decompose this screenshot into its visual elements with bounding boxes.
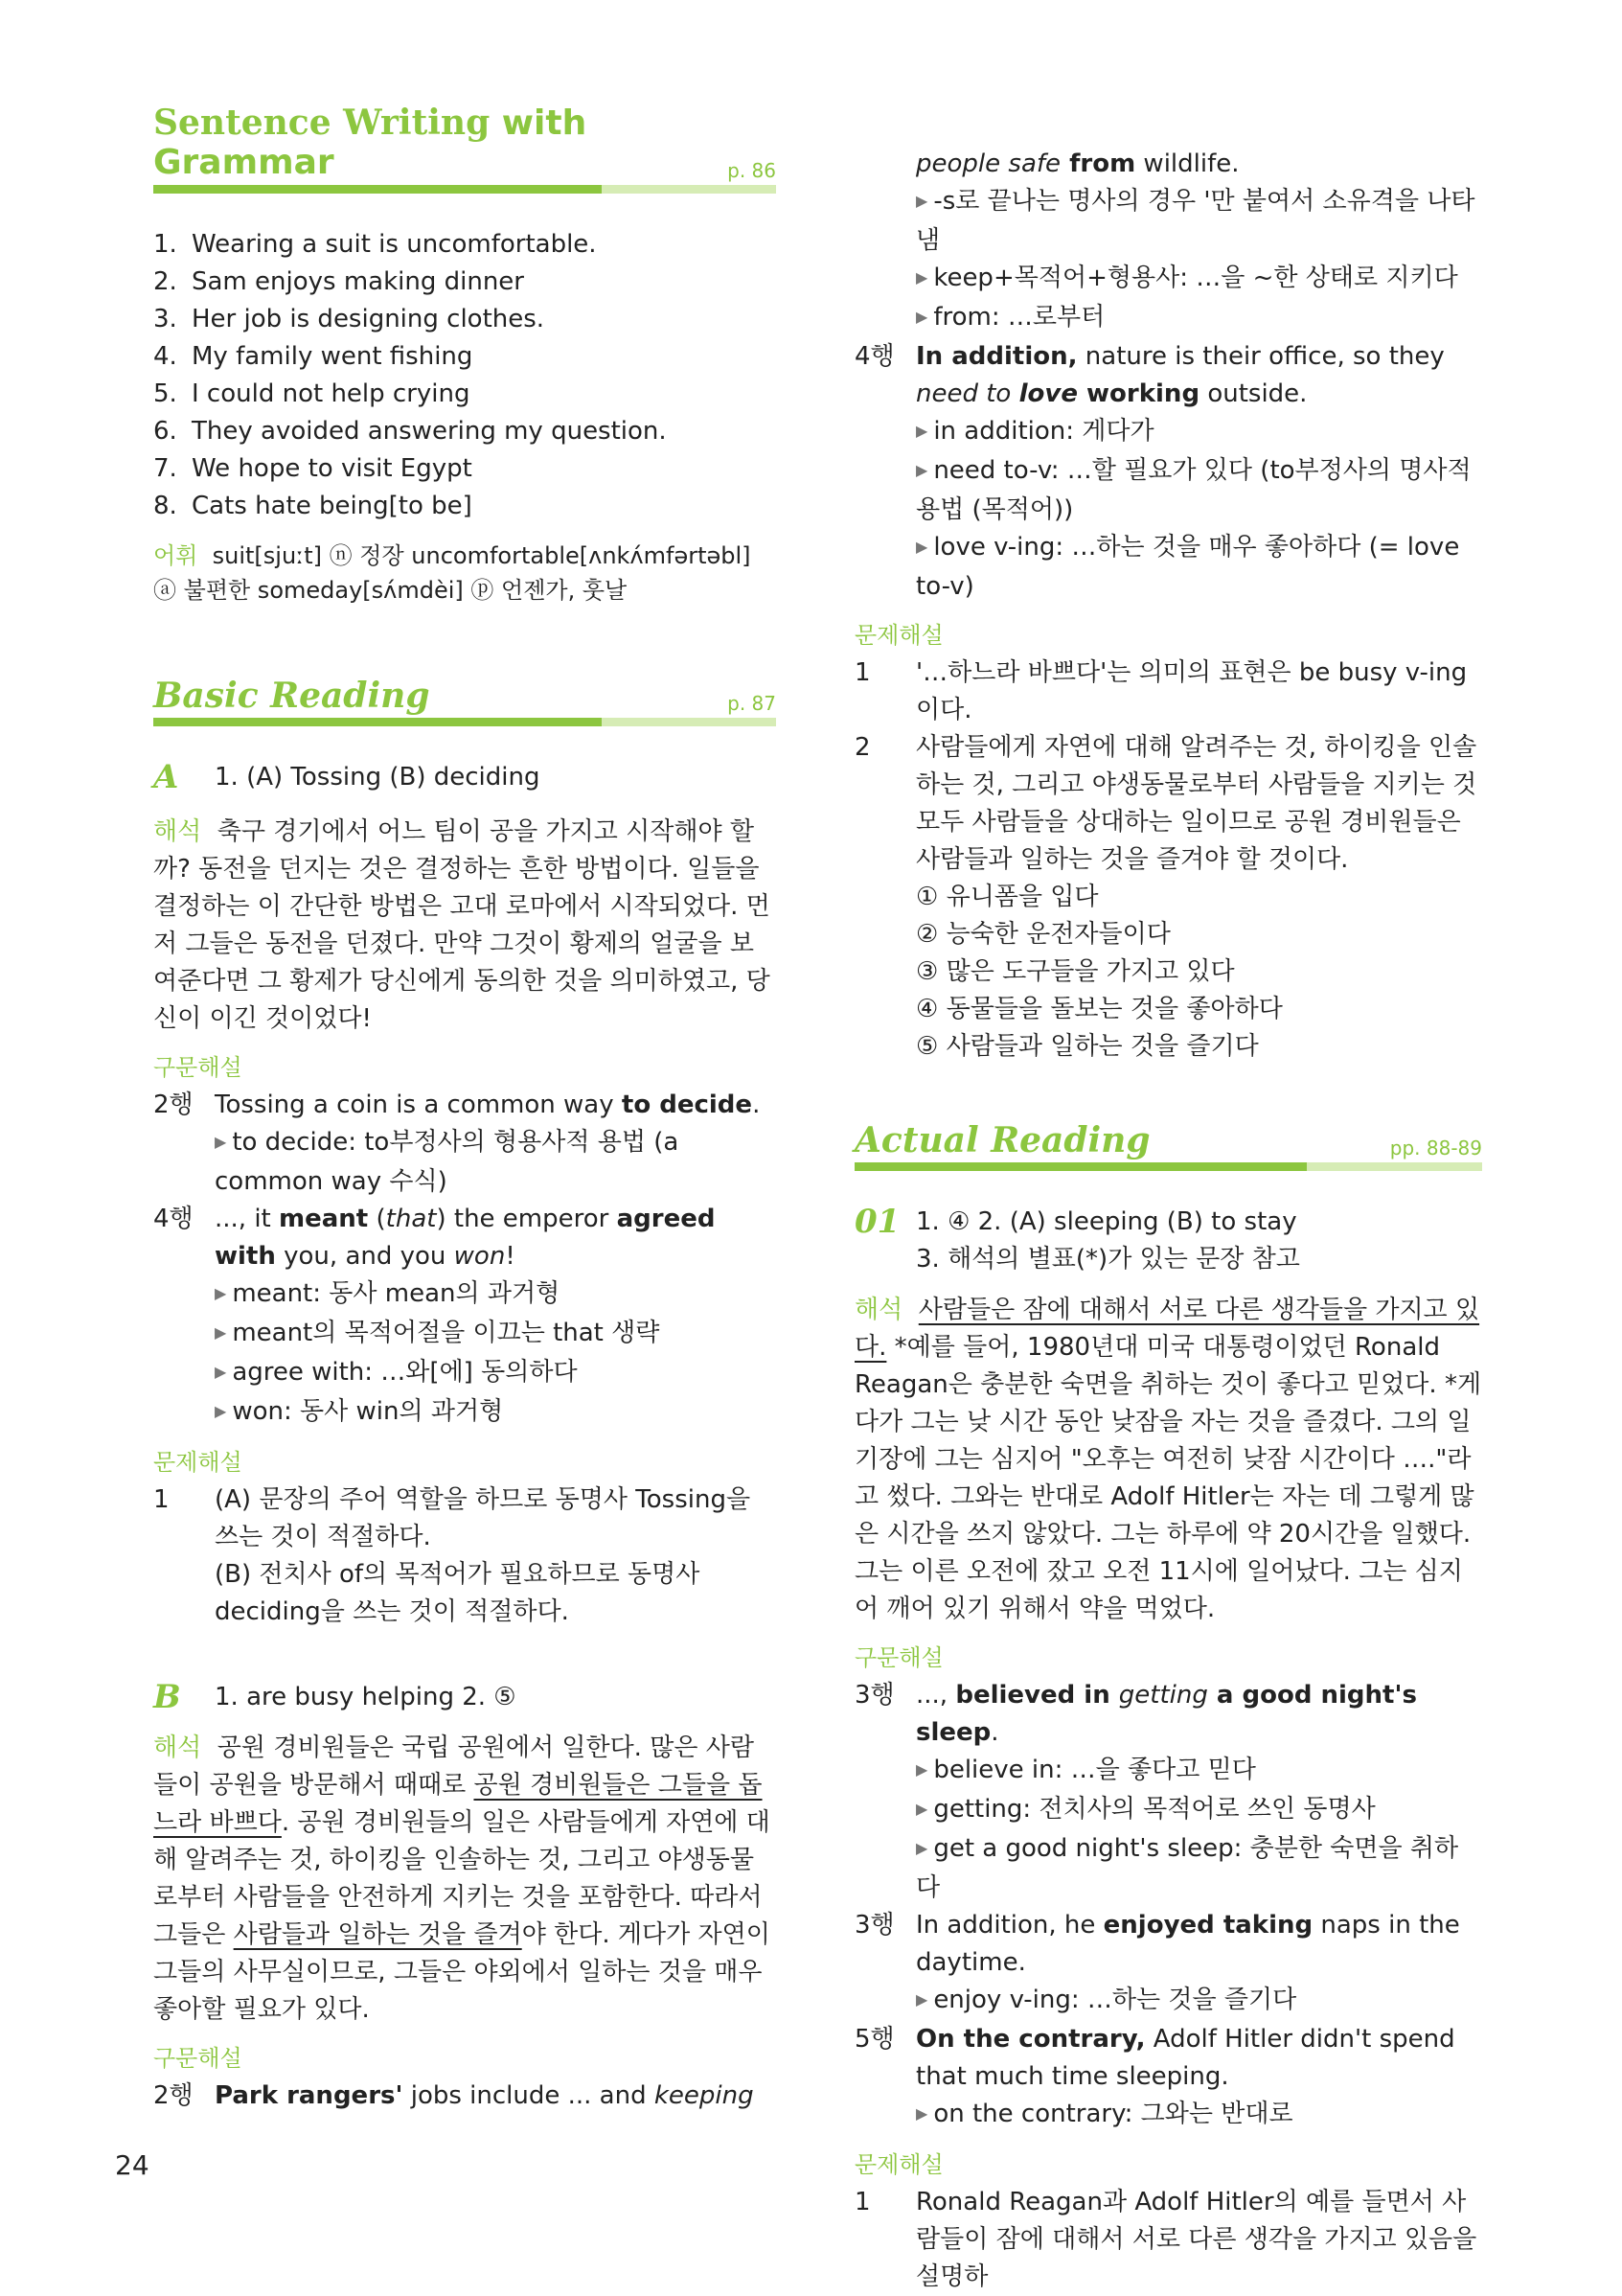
- item-number: 2.: [153, 267, 177, 296]
- item-text: Cats hate being[to be]: [192, 492, 472, 520]
- explanation-text: 사람들에게 자연에 대해 알려주는 것, 하이킹을 인솔하는 것, 그리고 야생동물로부터 사람들을 지키는 것 모두 사람들을 상대하는 일이므로 공원 경비원들은 사람들과 일하는 것을 즐겨야 할 것이다.: [916, 733, 1477, 874]
- list-item: [153, 376, 776, 413]
- explanation-text: (A) 문장의 주어 역할을 하므로 동명사 Tossing을 쓰는 것이 적절하다.: [215, 1485, 751, 1551]
- list-item: [153, 226, 776, 264]
- syntax-line: 5행 On the contrary, Adolf Hitler didn't spend that much time sleeping. ▶ on the contrary: 그와는 반대로: [855, 2021, 1482, 2135]
- right-column: people safe from wildlife. ▶ -s로 끝나는 명사의 경우 '만 붙여서 소유격을 나타냄 ▶ keep+목적어+형용사: …을 ~한 상태로 지키다 ▶ from: …로부터 4행 In addition, nature is their office, so they need to love working outside. ▶ in addition: 게다가 ▶ need to-v: …할 필요가 있다 (to부정사의 명사적 용법 (목적어)) ▶ love v-ing: …하는 것을 매우 좋아하다 (= love to-v) 문제해설 1 '…하느라 바쁘다'는 의미의 표현은 be busy v-ing이다. 2 사람들에게 자연에 대해 알려주는 것, 하이킹을 인솔하는 것, 그리고 야생동물로부터 사람들을 지키는 것 모두 사람들을 상대하는 일이므로 공원 경비원들은 사람들과 일하는 것을 즐겨야 할 것이다. ① 유니폼을 입다 ② 능숙한 운전자들이다 ③ 많은 도구들을 가지고 있다 ④ 동물들을 돌보는 것을 좋아하다 ⑤ 사람들과 일하는 것을 즐기다 Actual Reading pp. 88-89 01 1. ④ 2. (A) sleeping (B) to stay 3. 해석의 별표(*)가 있는 문장 참고 해석 사람들은 잠에 대해서 서로 다른 생각들을 가지고 있다. *예를 들어, 1980년대 미국 대통령이었던 Ronald Reagan은 충분한 숙면을 취하는 것이 좋다고 믿었다. *게다가 그는 낮 시간 동안 낮잠을 자는 것을 즐겼다. 그의 일기장에 그는 심지어 "오후는 여전히 낮잠 시간이다 …."라고 썼다. 그와는 반대로 Adolf Hitler는 자는 데 그렇게 많은 시간을 쓰지 않았다. 그는 하루에 약 20시간을 일했다. 그는 이른 오전에 잤고 오전 11시에 일어났다. 그는 심지어 깨어 있기 위해서 약을 먹었다. 구문해설 3행 ..., believed in getting a good night's sleep. ▶ believe in: …을 좋다고 믿다 ▶ getting: 전치사의 목적어로 쓰인 동명사 ▶ get a good night's sleep: 충분한 숙면을 취하다 3행 In addition, he enjoyed taking naps in the daytime. ▶ enjoy v-ing: …하는 것을 즐기다 5행 On the contrary, Adolf Hitler didn't spend that much time sleeping. ▶ on the contrary: 그와는 반대로 문제해설 1 Ronald Reagan과 Adolf Hitler의 예를 들면서 사람들이 잠에 대해서 서로 다른 생각을 가지고 있음을 설명하: [855, 146, 1482, 2296]
- explanation-text: (B) 전치사 of의 목적어가 필요하므로 동명사 deciding을 쓰는 것이 적절하다.: [215, 1560, 700, 1626]
- section-title: Basic Reading: [153, 676, 430, 716]
- line-number: 4행: [855, 342, 895, 371]
- section-divider: [855, 1162, 1482, 1171]
- list-item: [153, 338, 776, 376]
- problem-number: 2: [855, 733, 871, 762]
- section-title: Actual Reading: [855, 1120, 1151, 1160]
- vocab-label: 어휘: [153, 542, 198, 569]
- line-number: 3행: [855, 1911, 895, 1940]
- syntax-note: ▶ keep+목적어+형용사: …을 ~한 상태로 지키다: [916, 260, 1482, 299]
- syntax-line: 2행 Park rangers' jobs include ... and keeping: [153, 2078, 776, 2115]
- syntax-note: ▶ from: …로부터: [916, 299, 1482, 338]
- vocab-line: ⓐ 불편한 someday[sʌ́mdèi] ⓟ 언젠가, 훗날: [153, 577, 628, 604]
- problem-number: 1: [855, 2188, 871, 2216]
- syntax-line: 3행 In addition, he enjoyed taking naps in the daytime. ▶ enjoy v-ing: …하는 것을 즐기다: [855, 1907, 1482, 2021]
- syntax-note: ▶ in addition: 게다가: [916, 413, 1482, 452]
- syntax-note: ▶ -s로 끝나는 명사의 경우 '만 붙여서 소유격을 나타냄: [916, 183, 1482, 260]
- item-text: Her job is designing clothes.: [192, 305, 545, 333]
- exercise-letter: B: [153, 1678, 181, 1716]
- translation-01: 해석 사람들은 잠에 대해서 서로 다른 생각들을 가지고 있다. *예를 들어, 1980년대 미국 대통령이었던 Ronald Reagan은 충분한 숙면을 취하는 것이 좋다고 믿었다. *게다가 그는 낮 시간 동안 낮잠을 자는 것을 즐겼다. 그의 일기장에 그는 심지어 "오후는 여전히 낮잠 시간이다 …."라고 썼다. 그와는 반대로 Adolf Hitler는 자는 데 그렇게 많은 시간을 쓰지 않았다. 그는 하루에 약 20시간을 일했다. 그는 이른 오전에 잤고 오전 11시에 일어났다. 그는 심지어 깨어 있기 위해서 약을 먹었다.: [855, 1296, 1482, 1623]
- problem-explanation: [153, 1481, 776, 1631]
- syntax-note: ▶ meant: 동사 mean의 과거형: [215, 1275, 776, 1315]
- problem-label: 문제해설: [855, 622, 944, 649]
- line-number: 5행: [855, 2025, 895, 2054]
- translation-label: 해석: [855, 1296, 903, 1324]
- problem-label: 문제해설: [153, 1449, 242, 1476]
- section-divider: [153, 185, 776, 194]
- answer-text: 1. ④ 2. (A) sleeping (B) to stay: [916, 1207, 1297, 1236]
- translation-a: [153, 814, 776, 1038]
- option-item: ② 능숙한 운전자들이다: [916, 920, 1171, 949]
- item-text: We hope to visit Egypt: [192, 454, 472, 483]
- syntax-line: 4행 In addition, nature is their office, so they need to love working outside. ▶ in addition: 게다가 ▶ need to-v: …할 필요가 있다 (to부정사의 명사적 용법 (목적어)) ▶ love v-ing: …하는 것을 매우 좋아하다 (= love to-v): [855, 338, 1482, 606]
- syntax-note: ▶ enjoy v-ing: …하는 것을 즐기다: [916, 1982, 1482, 2021]
- translation-label: 해석: [153, 817, 202, 846]
- exercise-number: 01: [855, 1203, 901, 1241]
- item-text: Sam enjoys making dinner: [192, 267, 524, 296]
- syntax-line: 2행 Tossing a coin is a common way to decide. ▶ to decide: to부정사의 형용사적 용법 (a common way 수식): [153, 1087, 776, 1201]
- problem-explanation: [855, 2184, 1482, 2296]
- section-page-ref: pp. 88-89: [1389, 1137, 1482, 1159]
- exercise-letter: A: [153, 758, 179, 796]
- translation-b: 해석 공원 경비원들은 국립 공원에서 일한다. 많은 사람들이 공원을 방문해서 때때로 공원 경비원들은 그들을 돕느라 바쁘다. 공원 경비원들의 일은 사람들에게 자연에 대해 알려주는 것, 하이킹을 인솔하는 것, 그리고 야생동물로부터 사람들을 안전하게 지키는 것을 포함한다. 따라서 그들은 사람들과 일하는 것을 즐겨야 한다. 게다가 자연이 그들의 사무실이므로, 그들은 야외에서 일하는 것을 매우 좋아할 필요가 있다.: [153, 1733, 770, 2024]
- explanation-text: Ronald Reagan과 Adolf Hitler의 예를 들면서 사람들이 잠에 대해서 서로 다른 생각을 가지고 있음을 설명하: [916, 2188, 1477, 2291]
- item-text: My family went fishing: [192, 342, 473, 371]
- section-divider: [153, 718, 776, 726]
- option-item: ⑤ 사람들과 일하는 것을 즐기다: [916, 1032, 1259, 1061]
- syntax-note: ▶ to decide: to부정사의 형용사적 용법 (a common way 수식): [215, 1124, 776, 1201]
- vocab-line: suit[sjuːt] ⓝ 정장 uncomfortable[ʌnkʌ́mfərtəbl]: [212, 542, 751, 569]
- answer-text: 1. (A) Tossing (B) deciding: [215, 763, 540, 792]
- syntax-line: 3행 ..., believed in getting a good night's sleep. ▶ believe in: …을 좋다고 믿다 ▶ getting: 전치사의 목적어로 쓰인 동명사 ▶ get a good night's sleep: 충분한 숙면을 취하다: [855, 1677, 1482, 1907]
- option-list: [916, 879, 1482, 1066]
- syntax-label: 구문해설: [153, 1054, 242, 1081]
- problem-explanation: [855, 654, 1482, 729]
- line-number: 4행: [153, 1205, 194, 1233]
- syntax-note: ▶ believe in: …을 좋다고 믿다: [916, 1752, 1482, 1791]
- actual-reading-header: [855, 1121, 1482, 1171]
- syntax-note: ▶ love v-ing: …하는 것을 매우 좋아하다 (= love to-v): [916, 529, 1482, 606]
- section-page-ref: p. 86: [727, 159, 776, 182]
- item-number: 6.: [153, 417, 177, 446]
- answer-b: [153, 1679, 776, 1716]
- sentence-writing-header: [153, 103, 776, 194]
- problem-explanation: [855, 729, 1482, 1066]
- line-number: 3행: [855, 1681, 895, 1710]
- item-number: 1.: [153, 230, 177, 259]
- item-number: 5.: [153, 379, 177, 408]
- syntax-note: ▶ need to-v: …할 필요가 있다 (to부정사의 명사적 용법 (목적어)): [916, 452, 1482, 529]
- item-number: 4.: [153, 342, 177, 371]
- line-number: 2행: [153, 1091, 194, 1119]
- item-text: Wearing a suit is uncomfortable.: [192, 230, 597, 259]
- list-item: [153, 413, 776, 450]
- option-item: ① 유니폼을 입다: [916, 883, 1099, 911]
- vocab-block: [153, 539, 776, 608]
- syntax-note: ▶ won: 동사 win의 과거형: [215, 1393, 776, 1433]
- list-item: [153, 488, 776, 525]
- section-title: Sentence Writing with Grammar: [153, 103, 587, 182]
- left-column: [153, 103, 776, 2115]
- syntax-note: ▶ getting: 전치사의 목적어로 쓰인 동명사: [916, 1791, 1482, 1830]
- item-text: I could not help crying: [192, 379, 470, 408]
- syntax-line: 4행 ..., it meant (that) the emperor agreed with you, and you won! ▶ meant: 동사 mean의 과거형 ▶ meant의 목적어절을 이끄는 that 생략 ▶ agree with: …와[에] 동의하다 ▶ won: 동사 win의 과거형: [153, 1201, 776, 1433]
- item-number: 7.: [153, 454, 177, 483]
- page-number: 24: [115, 2149, 149, 2181]
- option-item: ③ 많은 도구들을 가지고 있다: [916, 957, 1235, 986]
- answer-text: 3. 해석의 별표(*)가 있는 문장 참고: [916, 1245, 1300, 1274]
- sentence-writing-list: [153, 226, 776, 525]
- basic-reading-header: [153, 677, 776, 726]
- problem-label: 문제해설: [855, 2151, 944, 2178]
- list-item: [153, 264, 776, 301]
- line-number: 2행: [153, 2081, 194, 2110]
- translation-label: 해석: [153, 1733, 202, 1762]
- answer-01: [855, 1204, 1482, 1278]
- list-item: [153, 301, 776, 338]
- item-number: 8.: [153, 492, 177, 520]
- problem-number: 1: [153, 1485, 170, 1514]
- syntax-note: ▶ agree with: …와[에] 동의하다: [215, 1354, 776, 1393]
- explanation-text: '…하느라 바쁘다'는 의미의 표현은 be busy v-ing이다.: [916, 658, 1468, 724]
- answer-a: [153, 759, 776, 796]
- syntax-label: 구문해설: [855, 1644, 944, 1671]
- syntax-note: ▶ get a good night's sleep: 충분한 숙면을 취하다: [916, 1830, 1482, 1907]
- syntax-note: ▶ on the contrary: 그와는 반대로: [916, 2096, 1482, 2135]
- problem-number: 1: [855, 658, 871, 687]
- translation-text: 축구 경기에서 어느 팀이 공을 가지고 시작해야 할까? 동전을 던지는 것은 결정하는 흔한 방법이다. 일들을 결정하는 이 간단한 방법은 고대 로마에서 시작되었다. 먼저 그들은 동전을 던졌다. 만약 그것이 황제의 얼굴을 보여준다면 그 황제가 당신에게 동의한 것을 의미하였고, 당신이 이긴 것이었다!: [153, 817, 770, 1033]
- answer-text: 1. are busy helping 2. ⑤: [215, 1683, 516, 1711]
- option-item: ④ 동물들을 돌보는 것을 좋아하다: [916, 995, 1283, 1023]
- item-text: They avoided answering my question.: [192, 417, 667, 446]
- item-number: 3.: [153, 305, 177, 333]
- syntax-label: 구문해설: [153, 2045, 242, 2072]
- section-page-ref: p. 87: [727, 692, 776, 715]
- syntax-note: ▶ meant의 목적어절을 이끄는 that 생략: [215, 1315, 776, 1354]
- list-item: [153, 450, 776, 488]
